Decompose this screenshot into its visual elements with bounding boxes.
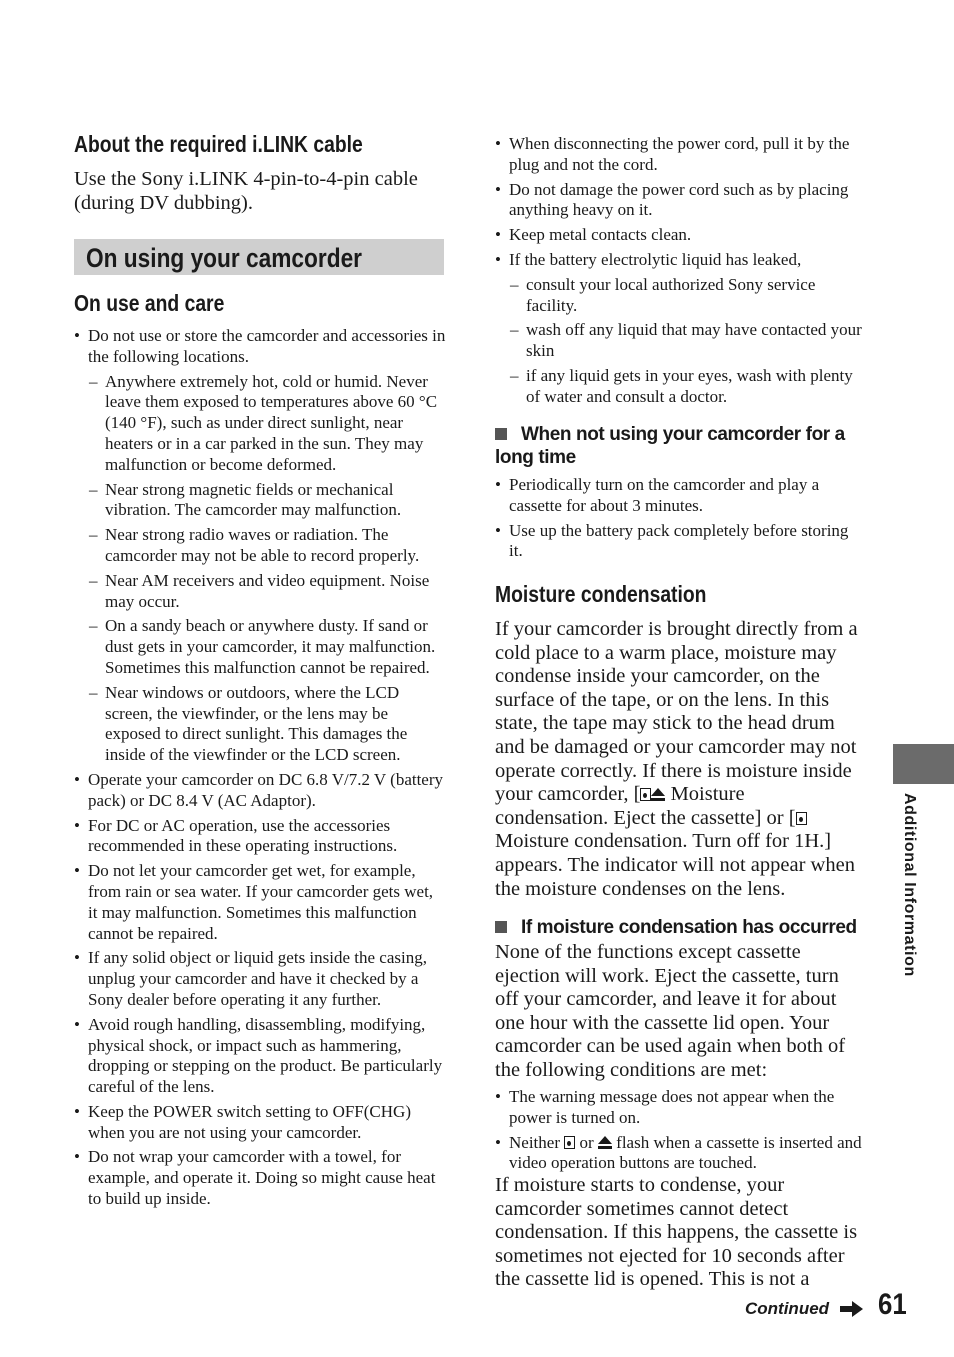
list-item: • Do not wrap your camcorder with a towel, for example, and operate it. Doing so might cause heat to build up inside. <box>74 1147 436 1209</box>
list-item: • The warning message does not appear when the power is turned on. <box>495 1087 835 1127</box>
list-item: • Operate your camcorder on DC 6.8 V/7.2 V (battery pack) or DC 8.4 V (AC Adaptor). <box>74 769 444 810</box>
list-item: • Do not use or store the camcorder and accessories in the following locations. – Anywhere extremely hot, cold or humid. Never leave them exposed to temperatures above 60 °C (140 °F), such as under direct sunlight, near heaters or in a car parked in the sun. They may malfunction or become deformed. – Near strong magnetic fields or mechanical vibration. The camcorder may malfunction. – Near strong radio waves or radiation. The camcorder may not be able to record properly. – Near AM receivers and video equipment. Noise may occur. – On a sandy beach or anywhere dusty. If sand or dust gets in your camcorder, it may malfunction. Sometimes this malfunction cannot be repaired. – Near windows or outdoors, where the LCD screen, the viewfinder, or the lens may be exposed to direct sunlight. This damages the inside of the viewfinder or the LCD screen. <box>74 326 446 765</box>
list-item: – wash off any liquid that may have contacted your skin <box>510 320 862 361</box>
list-item: • If any solid object or liquid gets inside the casing, unplug your camcorder and have it checked by a Sony dealer before operating it any further. <box>74 948 427 1009</box>
list-item: • If the battery electrolytic liquid has leaked, – consult your local authorized Sony service facility. – wash off any liquid that may have contacted your skin – if any liquid gets in your eyes, wash with plenty of water and consult a doctor. <box>495 249 862 406</box>
list-item: • Avoid rough handling, disassembling, modifying, physical shock, or impact such as hammering, dropping or stepping on the product. Be particularly careful of the lens. <box>74 1014 443 1097</box>
occurred-heading: If moisture condensation has occurred <box>495 916 875 939</box>
list-item: – Near strong magnetic fields or mechanical vibration. The camcorder may malfunction. <box>89 479 402 520</box>
section-side-label: Additional Information <box>901 793 918 977</box>
list-item: – Near strong radio waves or radiation. The camcorder may not be able to record properly. <box>89 525 420 565</box>
occurred-paragraph: None of the functions except cassette ejection will work. Eject the cassette, turn off your camcorder, and leave it for about one hour with the cassette lid open. Your camcorder can be used again when both of the following conditions are met: <box>495 941 846 1081</box>
page-number: 61 <box>878 1288 907 1321</box>
power-care-list <box>495 134 863 412</box>
storage-list <box>495 475 863 566</box>
not-using-heading: When not using your camcorder for a long time <box>495 424 845 468</box>
conditions-list <box>495 1087 863 1178</box>
moisture-icon <box>564 1136 575 1149</box>
eject-icon <box>651 788 665 801</box>
continued-arrow-icon <box>840 1300 864 1318</box>
use-care-heading: On use and care <box>74 290 225 316</box>
continued-label: Continued <box>745 1299 830 1318</box>
section-title-bar <box>74 239 444 275</box>
list-item: – consult your local authorized Sony service facility. <box>510 274 816 315</box>
moisture-icon <box>640 788 651 801</box>
list-item: • Neither or flash when a cassette is inserted and video operation buttons are touched. <box>495 1132 862 1173</box>
list-item: – Near AM receivers and video equipment. Noise may occur. <box>89 570 430 611</box>
ilink-text: Use the Sony i.LINK 4-pin-to-4-pin cable (during DV dubbing). <box>74 168 418 214</box>
moisture-paragraph: If your camcorder is brought directly from a cold place to a warm place, moisture may condense inside your camcorder, on the surface of the tape, or on the lens. In this state, the tape may stick to the head drum and be damaged or your camcorder may not operate correctly. If there is moisture inside your camcorder, [ Moisture condensation. Eject the cassette] or [ Moisture condensation. Turn off for 1H.] appears. The indicator will not appear when the moisture condenses on the lens. <box>495 618 858 900</box>
section-title: On using your camcorder <box>86 243 363 273</box>
list-item: – if any liquid gets in your eyes, wash with plenty of water and consult a doctor. <box>510 365 853 406</box>
list-item: • Do not damage the power cord such as by placing anything heavy on it. <box>495 179 849 220</box>
list-item: • When disconnecting the power cord, pull it by the plug and not the cord. <box>495 134 850 174</box>
section-tab <box>893 744 954 784</box>
ilink-heading: About the required i.LINK cable <box>74 131 363 157</box>
list-item: – On a sandy beach or anywhere dusty. If sand or dust gets in your camcorder, it may malfunction. Sometimes this malfunction cannot be repaired. <box>89 616 436 677</box>
moisture-icon <box>796 812 807 825</box>
eject-icon <box>598 1136 612 1149</box>
use-care-list <box>74 326 446 1214</box>
list-item: • Keep metal contacts clean. <box>495 225 692 245</box>
moisture-heading: Moisture condensation <box>495 581 707 607</box>
list-item: • Use up the battery pack completely before storing it. <box>495 520 849 561</box>
list-item: • Do not let your camcorder get wet, for example, from rain or sea water. If your camcorder gets wet, it may malfunction. Sometimes this malfunction cannot be repaired. <box>74 861 434 943</box>
list-item: – Near windows or outdoors, where the LCD screen, the viewfinder, or the lens may be exposed to direct sunlight. This damages the inside of the viewfinder or the LCD screen. <box>89 682 408 765</box>
list-item: • Keep the POWER switch setting to OFF(CHG) when you are not using your camcorder. <box>74 1101 411 1142</box>
list-item: – Anywhere extremely hot, cold or humid. Never leave them exposed to temperatures above 60 °C (140 °F), such as under direct sunlight, near heaters or in a car parked in the sun. They may malfunction or become deformed. <box>89 371 438 474</box>
final-paragraph: If moisture starts to condense, your camcorder sometimes cannot detect condensation. If this happens, the cassette is sometimes not ejected for 10 seconds after the cassette lid is opened. This is not a <box>495 1174 858 1291</box>
square-bullet-icon <box>495 428 507 440</box>
battery-leak-sublist <box>509 275 863 408</box>
list-item: • For DC or AC operation, use the accessories recommended in these operating instructions. <box>74 815 398 856</box>
square-bullet-icon <box>495 921 507 933</box>
location-sublist <box>88 372 446 766</box>
list-item: • Periodically turn on the camcorder and play a cassette for about 3 minutes. <box>495 475 820 515</box>
